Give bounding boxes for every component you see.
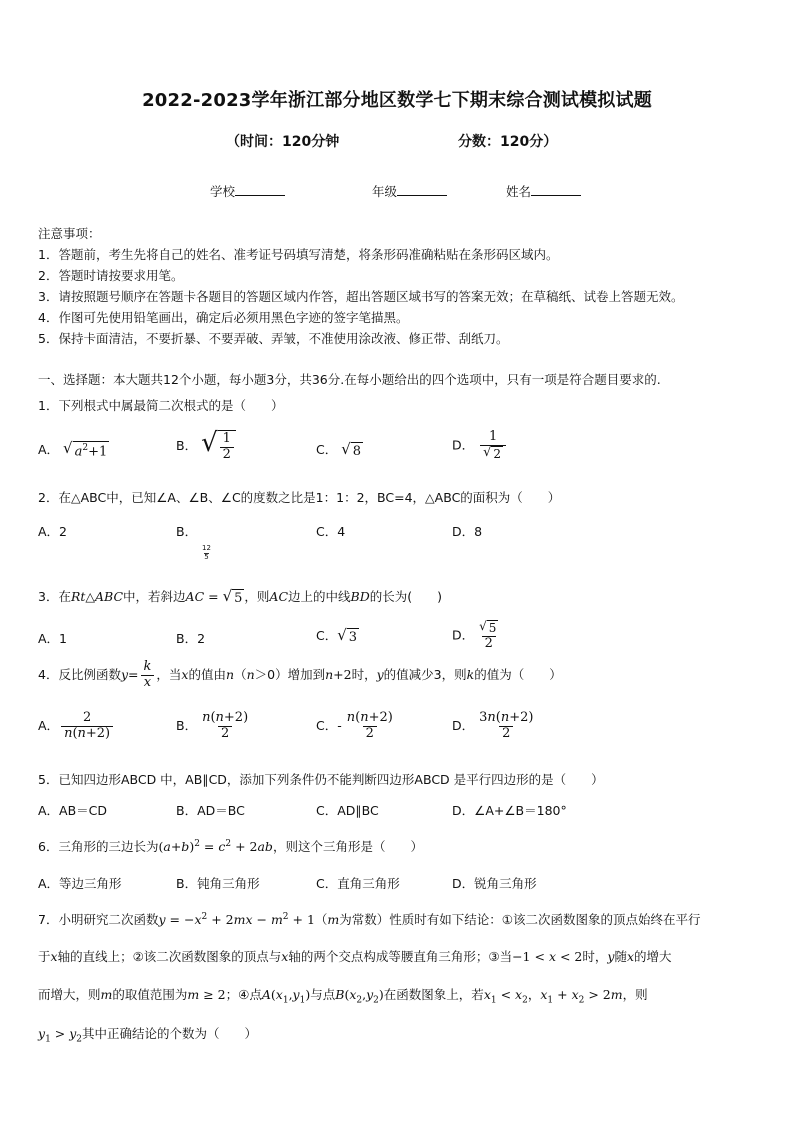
question-7-line-1: 7．小明研究二次函数$y = -x^2 + 2mx - m^2 + 1(m$为常数）性质时有如下结论：①该二次函数图象的顶点始终在平行 [38,911,701,927]
q2-option-c: C．4 [316,524,346,539]
q3-option-a: A．1 [38,631,68,646]
name-field [506,182,581,200]
note-item: 4．作图可先使用铅笔画出，确定后必须用黑色字迹的签字笔描黑。 [38,310,409,325]
note-item: 3．请按照题号顺序在答题卡各题目的答题区域内作答，超出答题区域书写的答案无效；在草稿纸、试卷上答题无效。 [38,289,684,304]
q6-option-d: D．锐角三角形 [452,876,537,891]
q3-option-b: B．2 [176,631,206,646]
school-label: 学校 [210,184,236,199]
q5-option-b: B．AD＝BC [176,803,245,818]
q2-option-b-fraction: $\frac{12}{5}$ [202,544,211,561]
q6-option-b: B．钝角三角形 [176,876,260,891]
q1-option-b: B． √ $\frac{1}{2}$ [176,430,236,463]
q4-option-a: A． $\frac{2}{n(n+2)}$ [38,711,115,742]
question-7-line-4: $y_1 > y_2$其中正确结论的个数为（ ） [38,1026,258,1045]
question-4-stem: 4．反比例函数y= $\frac{k}{x}$ ，当x的值由n（n＞0）增加到n+2时，y的值减少3，则k的值为（ ） [38,659,562,690]
question-2-stem: 2．在△ABC中，已知∠A、∠B、∠C的度数之比是1：1：2，BC=4，△ABC的面积为（ ） [38,490,561,505]
q1-option-d: D． 1 √ 2 [452,430,508,462]
note-item: 2．答题时请按要求用笔。 [38,268,184,283]
q4-option-d: D． $\frac{3n(n+2)}{2}$ [452,710,534,741]
grade-label: 年级 [372,184,398,199]
q5-option-d: D．∠A+∠B＝180° [452,803,567,818]
note-item: 5．保持卡面清洁，不要折暴、不要弄破、弄皱，不准使用涂改液、修正带、刮纸刀。 [38,331,509,346]
sqrt-expression: √ $a^2+1$ [63,439,108,460]
notes-heading: 注意事项： [38,226,101,241]
q1-option-c: C． √ 8 [316,440,362,459]
q2-option-d: D．8 [452,524,483,539]
q5-option-c: C．AD∥BC [316,803,379,818]
page-title: 2022-2023学年浙江部分地区数学七下期末综合测试模拟试题 [142,90,652,111]
q2-option-b: B． [176,524,198,539]
name-label: 姓名 [506,184,532,199]
q4-option-c: C．- $\frac{n(n+2)}{2}$ [316,710,393,741]
q6-option-a: A．等边三角形 [38,876,122,891]
q3-option-c: C． √ 3 [316,626,358,645]
section-heading: 一、选择题：本大题共12个小题，每小题3分，共36分.在每小题给出的四个选项中，只有一项是符合题目要求的. [38,372,661,387]
exam-time: （时间：120分钟 [226,134,340,150]
school-field [210,182,285,200]
q4-option-b: B． $\frac{n(n+2)}{2}$ [176,710,249,741]
q1-option-a: A． √ $a^2+1$ [38,439,108,460]
q6-option-c: C．直角三角形 [316,876,400,891]
question-6-stem: 6．三角形的三边长为$(a+b)^2 = c^2 + 2ab$，则这个三角形是（ ） [38,838,423,854]
q3-option-d: D． √ 5 2 [452,619,497,652]
question-5-stem: 5．已知四边形ABCD 中，AB∥CD，添加下列条件仍不能判断四边形ABCD 是平行四边形的是（ ） [38,772,604,787]
q5-option-a: A．AB＝CD [38,803,108,818]
question-7-line-3: 而增大，则m的取值范围为m ≥ 2；④点$A(x_1,y_1)$与点$B(x_2,y_2)$在函数图象上，若$x_1 < x_2$，$x_1 + x_2 > 2m$，则 [38,987,648,1006]
exam-score: 分数：120分） [458,134,558,150]
q2-option-a: A．2 [38,524,68,539]
note-item: 1．答题前，考生先将自己的姓名、准考证号码填写清楚，将条形码准确粘贴在条形码区域内。 [38,247,559,262]
question-1-stem: 1．下列根式中属最简二次根式的是（ ） [38,398,284,413]
question-3-stem: 3．在Rt△ABC中，若斜边AC = √ 5 ，则AC边上的中线BD的长为( ) [38,587,443,606]
question-7-line-2: 于x轴的直线上；②该二次函数图象的顶点与x轴的两个交点构成等腰直角三角形；③当−1 < x < 2时，y随x的增大 [38,949,672,964]
grade-field [372,182,447,200]
